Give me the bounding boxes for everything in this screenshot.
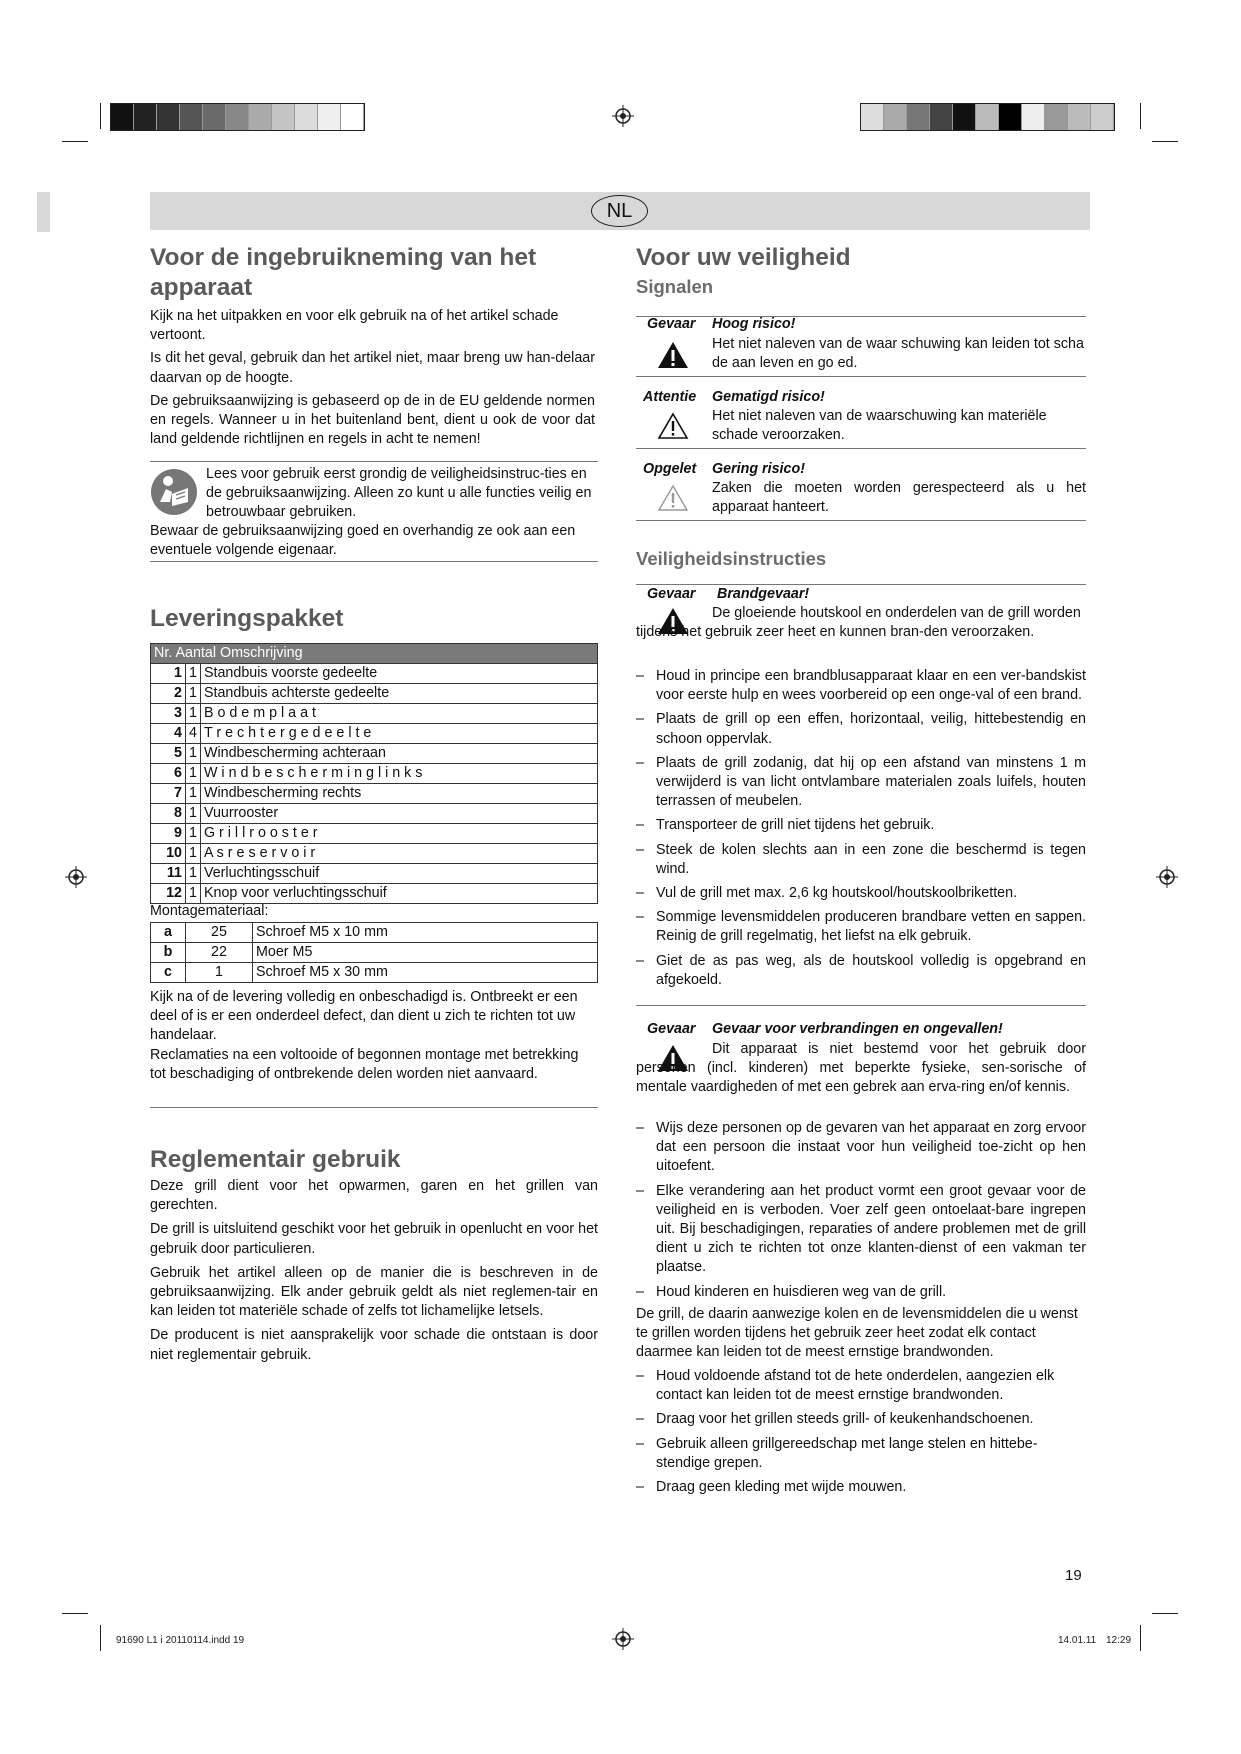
registration-mark-icon: [65, 866, 87, 888]
item-number: 9: [151, 824, 186, 844]
item-description: G r i l l r o o s t e r: [200, 824, 597, 844]
list-item: – Plaats de grill zodanig, dat hij op een afstand van minstens 1 m verwijderd is van licht ontvlambare materialen zoals luifels, houten terrassen of meubelen.: [636, 754, 1086, 812]
section-delivery: [150, 604, 598, 634]
table-row: [151, 784, 598, 804]
list-item: – Giet de as pas weg, als de houtskool volledig is opgebrand en afgekoeld.: [636, 952, 1086, 990]
section-title: Leveringspakket: [150, 605, 344, 632]
paragraph: Kijk na het uitpakken en voor elk gebruik na of het artikel schade vertoont.: [150, 308, 559, 344]
divider: [636, 1005, 1086, 1006]
item-quantity: 1: [186, 704, 201, 724]
delivery-table: [150, 643, 598, 904]
item-quantity: 22: [186, 943, 253, 963]
table-row: [151, 684, 598, 704]
item-description: Windbescherming achteraan: [200, 744, 597, 764]
item-description: Moer M5: [253, 943, 598, 963]
warning-label: Attentie: [643, 389, 697, 405]
item-number: a: [151, 923, 186, 943]
table-row: [151, 884, 598, 904]
section-title: Reglementair gebruik: [150, 1146, 401, 1173]
item-description: B o d e m p l a a t: [200, 704, 597, 724]
list-item: – Draag geen kleding met wijde mouwen.: [636, 1478, 1086, 1497]
paragraph: Is dit het geval, gebruik dan het artikel niet, maar breng uw han-delaar daarvan op de hoogte.: [150, 350, 595, 386]
crop-mark: [100, 1625, 101, 1651]
item-quantity: 1: [186, 784, 201, 804]
item-description: Windbescherming rechts: [200, 784, 597, 804]
subsection-title: Veiligheidsinstructies: [636, 548, 827, 569]
footer-date: 14.01.11: [1058, 1635, 1097, 1646]
registration-mark-icon: [612, 105, 634, 127]
table-row: [151, 724, 598, 744]
item-description: W i n d b e s c h e r m i n g l i n k s: [200, 764, 597, 784]
footer-file: 91690 L1 i 20110114.indd 19: [116, 1635, 245, 1646]
table-row: [151, 923, 598, 943]
item-quantity: 1: [186, 884, 201, 904]
item-number: 7: [151, 784, 186, 804]
language-badge: NL: [591, 195, 648, 227]
paragraph: Kijk na of de levering volledig en onbeschadigd is. Ontbreekt er een deel of is er een onderdeel defect, dan dient u zich te richten tot uw handelaar.: [150, 989, 578, 1044]
item-number: 3: [151, 704, 186, 724]
crop-mark: [1140, 103, 1141, 129]
registration-mark-icon: [1156, 866, 1178, 888]
item-description: Schroef M5 x 10 mm: [253, 923, 598, 943]
note-text: Lees voor gebruik eerst grondig de veiligheidsinstruc-ties en de gebruiksaanwijzing. Alleen zo kunt u alle functies veilig en betrouwbaar gebruiken.: [206, 466, 592, 521]
crop-mark: [1152, 141, 1178, 142]
table-row: [151, 963, 598, 983]
item-quantity: 1: [186, 824, 201, 844]
safety-list-1: [636, 667, 1086, 995]
paragraph: De grill is uitsluitend geschikt voor het gebruik in openlucht en voor het gebruik door particulieren.: [150, 1221, 598, 1257]
item-description: Vuurrooster: [200, 804, 597, 824]
table-row: [151, 664, 598, 684]
list-item: – Plaats de grill op een effen, horizontaal, veilig, hittebestendig en schoon oppervlak.: [636, 710, 1086, 748]
list-item: – Gebruik alleen grillgereedschap met lange stelen en hittebe-stendige grepen.: [636, 1435, 1086, 1473]
divider: [636, 584, 1086, 585]
item-quantity: 1: [186, 804, 201, 824]
table-row: [151, 764, 598, 784]
table-row: [151, 943, 598, 963]
safety-list-3: [636, 1367, 1086, 1502]
paragraph: De grill, de daarin aanwezige kolen en de levensmiddelen die u wenst te grillen worden tijdens het gebruik zeer heet zodat elk contact daarmee kan leiden tot de meest ernstige brandwonden.: [636, 1306, 1078, 1361]
warning-text: Het niet naleven van de waar schuwing kan leiden tot scha de aan leven en go ed.: [712, 336, 1084, 372]
divider: [636, 448, 1086, 449]
section-before-use: [150, 243, 595, 449]
notice-icon: [657, 484, 689, 512]
section-title: Voor uw veiligheid: [636, 244, 851, 271]
color-bar-left: [110, 103, 365, 131]
warning-title: Gevaar voor verbrandingen en ongevallen!: [712, 1021, 1003, 1037]
caution-icon: [657, 412, 689, 440]
table-row: [151, 744, 598, 764]
warning-text: Dit apparaat is niet bestemd voor het gebruik door personen (incl. kinderen) met beperkte fysieke, sen-sorische of mentale vaardigheden of met een gebrek aan erva-ring en/of kennis.: [636, 1041, 1086, 1096]
divider: [636, 520, 1086, 521]
note-text: Bewaar de gebruiksaanwijzing goed en overhandig ze ook aan een eventuele volgende eigenaar.: [150, 523, 576, 559]
paragraph: Reclamaties na een voltooide of begonnen montage met betrekking tot beschadiging of ontbrekende delen worden niet aanvaard.: [150, 1046, 579, 1082]
warning-title: Brandgevaar!: [717, 586, 810, 602]
list-item: – Houd voldoende afstand tot de hete onderdelen, aangezien elk contact kan leiden tot de meest ernstige brandwonden.: [636, 1367, 1086, 1405]
section-safety: [636, 243, 1086, 298]
item-quantity: 1: [186, 684, 201, 704]
table-header: Nr. Aantal Omschrijving: [151, 644, 598, 664]
item-description: Schroef M5 x 30 mm: [253, 963, 598, 983]
item-number: 12: [151, 884, 186, 904]
item-number: 4: [151, 724, 186, 744]
list-item: – Steek de kolen slechts aan in een zone die beschermd is tegen wind.: [636, 841, 1086, 879]
table-row: [151, 864, 598, 884]
section-title: Voor de ingebruikneming van het apparaat: [150, 244, 537, 301]
item-quantity: 1: [186, 664, 201, 684]
paragraph: Gebruik het artikel alleen op de manier die is beschreven in de gebruiksaanwijzing. Elk ander gebruik geldt als niet reglemen-tair en kan leiden tot materiële schade of zelfs tot lichamelijke letsels.: [150, 1264, 598, 1320]
item-number: 11: [151, 864, 186, 884]
list-item: – Vul de grill met max. 2,6 kg houtskool/houtskoolbriketten.: [636, 884, 1086, 903]
item-quantity: 1: [186, 744, 201, 764]
item-quantity: 1: [186, 844, 201, 864]
list-item: – Houd in principe een brandblusapparaat klaar en een ver-bandskist voor eerste hulp en wees voorbereid op een onge-val of een brand.: [636, 667, 1086, 705]
warning-title: Hoog risico!: [712, 316, 796, 332]
warning-label: Gevaar: [647, 586, 696, 602]
paragraph: De producent is niet aansprakelijk voor schade die ontstaan is door niet reglementair gebruik.: [150, 1327, 598, 1363]
mount-label: Montagemateriaal:: [150, 903, 269, 919]
item-number: c: [151, 963, 186, 983]
item-quantity: 4: [186, 724, 201, 744]
divider: [636, 376, 1086, 377]
warning-label: Opgelet: [643, 461, 697, 477]
list-item: – Houd kinderen en huisdieren weg van de grill.: [636, 1283, 1086, 1302]
item-number: 5: [151, 744, 186, 764]
item-quantity: 1: [186, 864, 201, 884]
item-number: 10: [151, 844, 186, 864]
table-row: [151, 844, 598, 864]
warning-label: Gevaar: [647, 1021, 696, 1037]
item-number: b: [151, 943, 186, 963]
divider: [150, 461, 598, 462]
warning-title: Gematigd risico!: [712, 389, 825, 405]
item-description: Standbuis achterste gedeelte: [200, 684, 597, 704]
item-quantity: 1: [186, 764, 201, 784]
section-intended-use: [150, 1145, 598, 1365]
paragraph: De gebruiksaanwijzing is gebaseerd op de in de EU geldende normen en regels. Wanneer u in het buitenland bent, dient u ook de voor dat land geldende richtlijnen en regels in acht te nemen!: [150, 392, 595, 448]
list-item: – Wijs deze personen op de gevaren van het apparaat en zorg ervoor dat een persoon die instaat voor hun veiligheid toe-zicht op hen uitoefent.: [636, 1119, 1086, 1177]
read-manual-icon: [150, 468, 198, 516]
crop-mark: [62, 141, 88, 142]
list-item: – Draag voor het grillen steeds grill- of keukenhandschoenen.: [636, 1410, 1086, 1429]
warning-text: De gloeiende houtskool en onderdelen van de grill worden tijdens het gebruik zeer heet en kunnen bran-den veroorzaken.: [636, 605, 1081, 641]
item-description: Knop voor verluchtingsschuif: [200, 884, 597, 904]
table-row: [151, 804, 598, 824]
crop-mark: [100, 103, 101, 129]
warning-text: Het niet naleven van de waarschuwing kan materiële schade veroorzaken.: [712, 408, 1047, 444]
page-number: 19: [1065, 1567, 1082, 1584]
item-quantity: 1: [186, 963, 253, 983]
crop-mark: [1152, 1613, 1178, 1614]
item-number: 6: [151, 764, 186, 784]
divider: [636, 316, 1086, 317]
item-description: Verluchtingsschuif: [200, 864, 597, 884]
table-row: [151, 824, 598, 844]
item-description: A s r e s e r v o i r: [200, 844, 597, 864]
registration-mark-icon: [612, 1628, 634, 1650]
color-bar-right: [860, 103, 1115, 131]
crop-mark: [1140, 1625, 1141, 1651]
mount-table: [150, 922, 598, 983]
side-tab: [37, 192, 50, 232]
item-description: T r e c h t e r g e d e e l t e: [200, 724, 597, 744]
danger-icon: [657, 341, 689, 369]
warning-label: Gevaar: [647, 316, 696, 332]
list-item: – Transporteer de grill niet tijdens het gebruik.: [636, 816, 1086, 835]
paragraph: Deze grill dient voor het opwarmen, garen en het grillen van gerechten.: [150, 1178, 598, 1214]
item-number: 2: [151, 684, 186, 704]
divider: [150, 1107, 598, 1108]
table-row: [151, 704, 598, 724]
warning-title: Gering risico!: [712, 461, 805, 477]
crop-mark: [62, 1613, 88, 1614]
delivery-notes: [150, 988, 598, 1084]
safety-list-2: [636, 1119, 1086, 1307]
footer-time: 12:29: [1106, 1635, 1132, 1646]
subsection-title: Signalen: [636, 276, 714, 297]
item-number: 1: [151, 664, 186, 684]
list-item: – Elke verandering aan het product vormt een groot gevaar voor de veiligheid en is verboden. Voer zelf geen ontoelaat-bare ingrepen uit. Bij beschadigingen, reparaties of andere problemen met de grill dient u zich te richten tot onze klanten-dienst of een vakman ter plaatse.: [636, 1182, 1086, 1278]
item-quantity: 25: [186, 923, 253, 943]
item-description: Standbuis voorste gedeelte: [200, 664, 597, 684]
warning-text: Zaken die moeten worden gerespecteerd als u het apparaat hanteert.: [712, 480, 1086, 516]
item-number: 8: [151, 804, 186, 824]
divider: [150, 561, 598, 562]
list-item: – Sommige levensmiddelen produceren brandbare vetten en sappen. Reinig de grill regelmatig, het liefst na elk gebruik.: [636, 908, 1086, 946]
